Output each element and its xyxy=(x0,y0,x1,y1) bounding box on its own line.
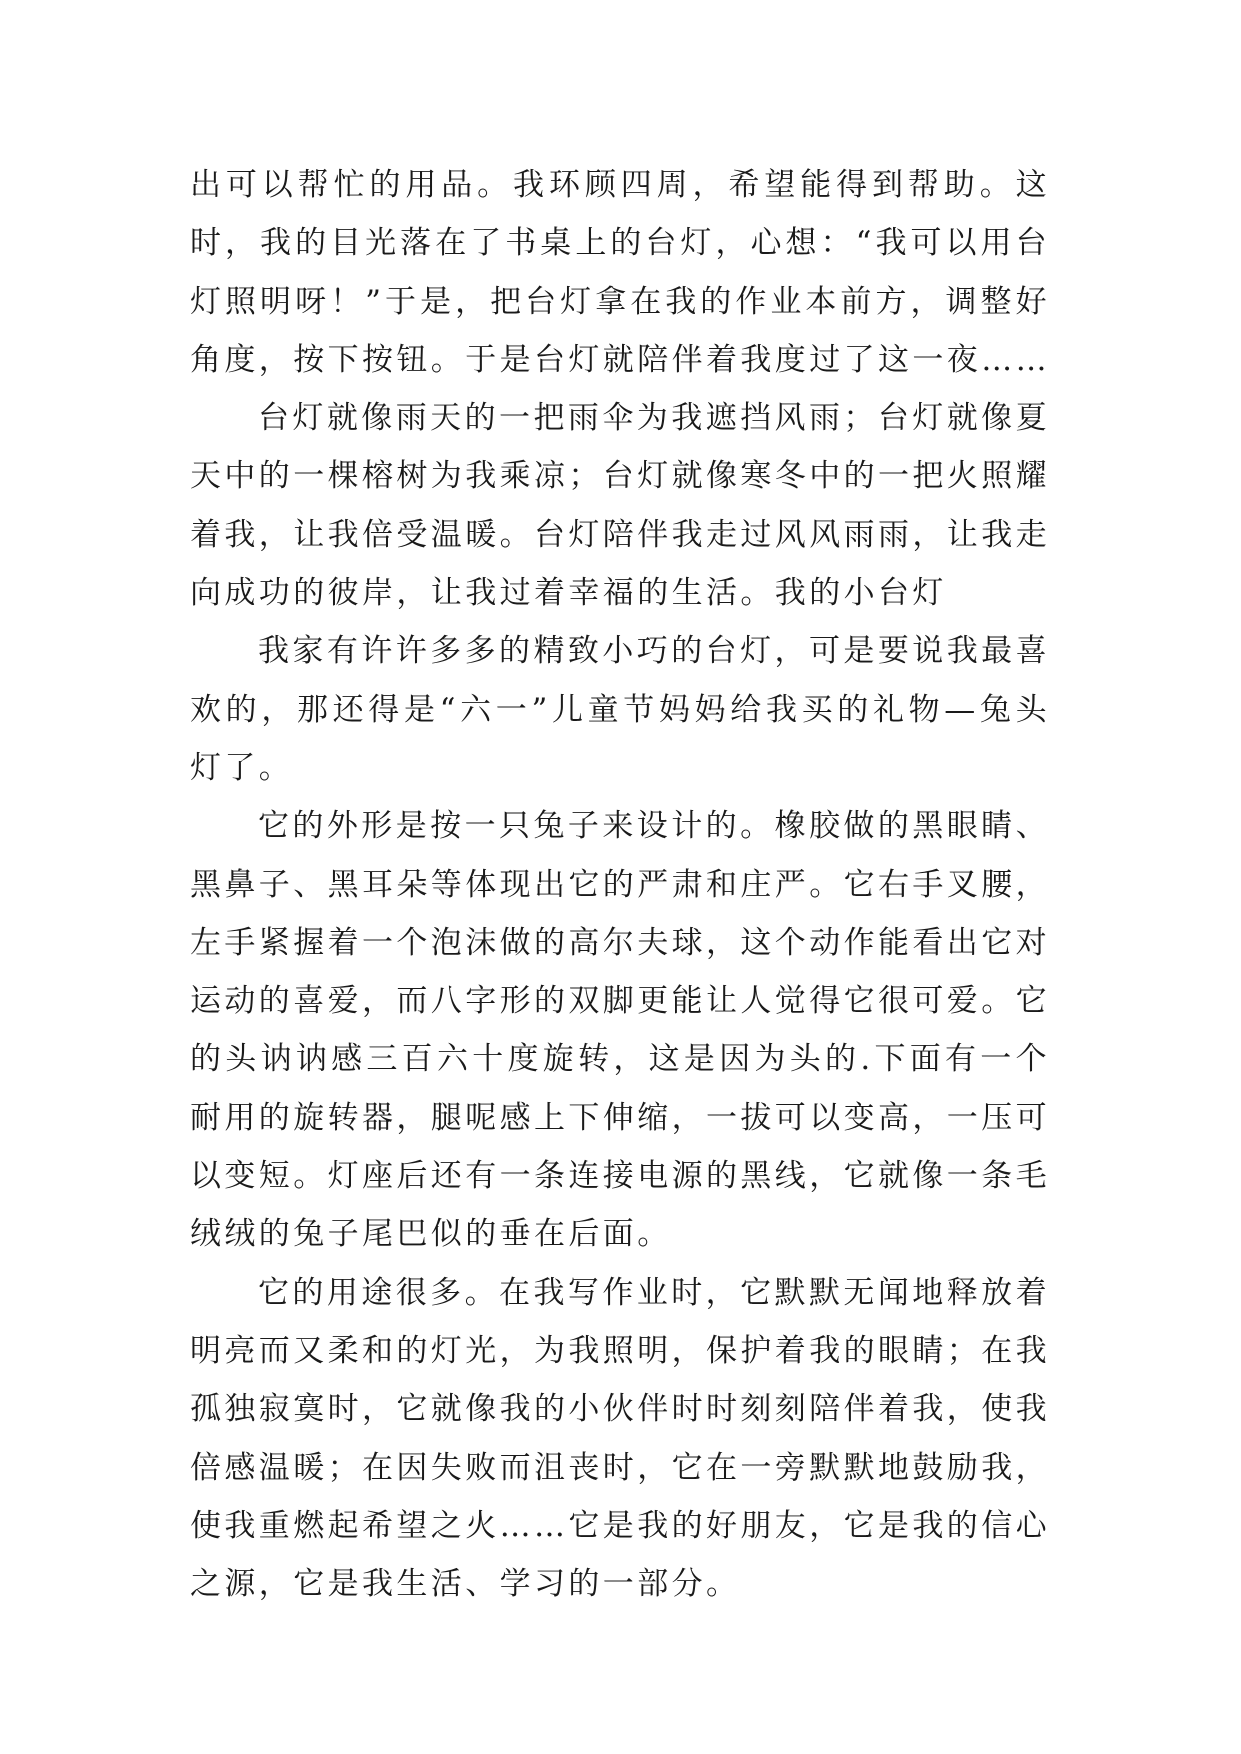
paragraph-rabbit-lamp-intro: 我家有许许多多的精致小巧的台灯，可是要说我最喜欢的，那还得是“六一”儿童节妈妈给我买的礼物—兔头灯了。 xyxy=(190,633,1050,786)
paragraph-desk-lamp-metaphors: 台灯就像雨天的一把雨伞为我遮挡风雨；台灯就像夏天中的一棵榕树为我乘凉；台灯就像寒冬中的一把火照耀着我，让我倍受温暖。台灯陪伴我走过风风雨雨，让我走向成功的彼岸，让我过着幸福的生活。我的小台灯 xyxy=(190,400,1050,612)
paragraph-rabbit-lamp-appearance: 它的外形是按一只兔子来设计的。橡胶做的黑眼睛、黑鼻子、黑耳朵等体现出它的严肃和庄严。它右手叉腰，左手紧握着一个泡沫做的高尔夫球，这个动作能看出它对运动的喜爱，而八字形的双脚更能让人觉得它很可爱。它的头讷讷感三百六十度旋转，这是因为头的.下面有一个耐用的旋转器，腿呢感上下伸缩，一拔可以变高，一压可以变短。灯座后还有一条连接电源的黑线，它就像一条毛绒绒的兔子尾巴似的垂在后面。 xyxy=(190,808,1050,1253)
document-body xyxy=(190,156,1050,1613)
paragraph-rabbit-lamp-uses: 它的用途很多。在我写作业时，它默默无闻地释放着明亮而又柔和的灯光，为我照明，保护着我的眼睛；在我孤独寂寞时，它就像我的小伙伴时时刻刻陪伴着我，使我倍感温暖；在因失败而沮丧时，它在一旁默默地鼓励我，使我重燃起希望之火……它是我的好朋友，它是我的信心之源，它是我生活、学习的一部分。 xyxy=(190,1274,1050,1603)
paragraph-continuation: 出可以帮忙的用品。我环顾四周，希望能得到帮助。这时，我的目光落在了书桌上的台灯，心想：“我可以用台灯照明呀！”于是，把台灯拿在我的作业本前方，调整好角度，按下按钮。于是台灯就陪伴着我度过了这一夜…… xyxy=(190,167,1050,378)
